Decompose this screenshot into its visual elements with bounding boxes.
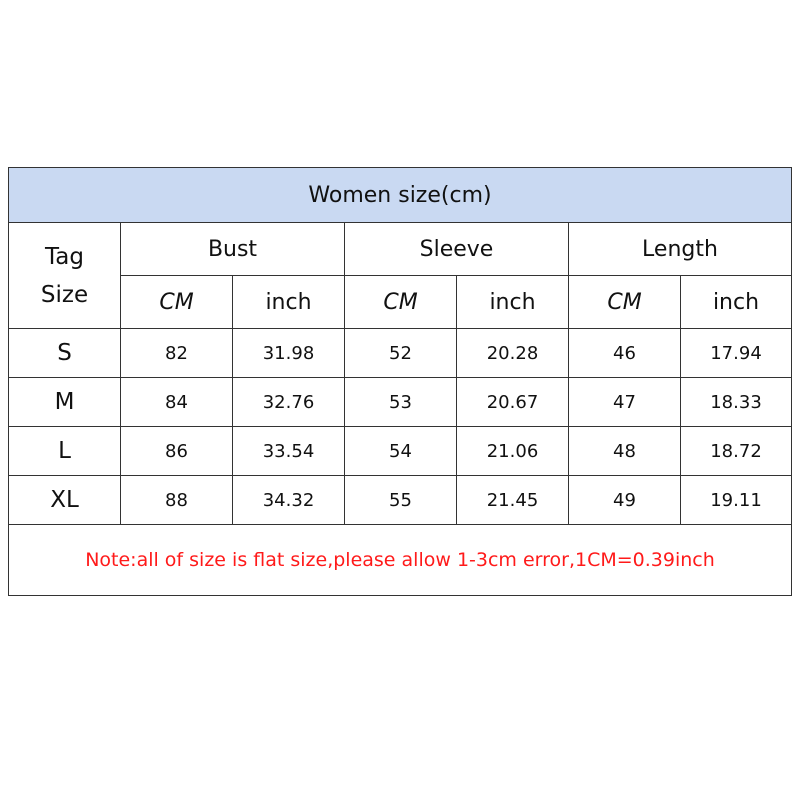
note-row (9, 525, 792, 596)
size-label: M (9, 378, 121, 427)
bust-cm-value: 82 (121, 329, 233, 378)
sleeve-inch-value: 20.67 (457, 378, 569, 427)
sleeve-cm-value: 53 (345, 378, 457, 427)
bust-cm-value: 84 (121, 378, 233, 427)
length-cm-value: 49 (569, 476, 681, 525)
size-chart (8, 167, 791, 596)
bust-inch-value: 32.76 (233, 378, 345, 427)
title-row (9, 168, 792, 223)
bust-inch-value: 34.32 (233, 476, 345, 525)
table-row (9, 329, 792, 378)
length-cm-value: 47 (569, 378, 681, 427)
size-label: XL (9, 476, 121, 525)
sleeve-cm-value: 55 (345, 476, 457, 525)
table-row (9, 378, 792, 427)
tag-size-header-line1: Tag (45, 243, 84, 270)
bust-inch-value: 31.98 (233, 329, 345, 378)
length-cm-value: 46 (569, 329, 681, 378)
sleeve-cm-value: 52 (345, 329, 457, 378)
unit-header-sleeve-inch: inch (457, 276, 569, 329)
tag-size-header-line2: Size (40, 281, 89, 308)
size-note: Note:all of size is flat size,please allow 1-3cm error,1CM=0.39inch (9, 525, 792, 596)
group-header-length: Length (569, 223, 792, 276)
unit-header-length-inch: inch (681, 276, 792, 329)
table-row (9, 427, 792, 476)
unit-header-bust-cm: CM (121, 276, 233, 329)
length-cm-value: 48 (569, 427, 681, 476)
table-row (9, 476, 792, 525)
sleeve-inch-value: 21.06 (457, 427, 569, 476)
length-inch-value: 19.11 (681, 476, 792, 525)
group-header-sleeve: Sleeve (345, 223, 569, 276)
bust-cm-value: 88 (121, 476, 233, 525)
bust-inch-value: 33.54 (233, 427, 345, 476)
bust-cm-value: 86 (121, 427, 233, 476)
sleeve-inch-value: 21.45 (457, 476, 569, 525)
size-label: L (9, 427, 121, 476)
length-inch-value: 18.72 (681, 427, 792, 476)
length-inch-value: 18.33 (681, 378, 792, 427)
unit-header-row (9, 276, 792, 329)
unit-header-sleeve-cm: CM (345, 276, 457, 329)
unit-header-bust-inch: inch (233, 276, 345, 329)
size-table (8, 167, 792, 596)
size-label: S (9, 329, 121, 378)
sleeve-cm-value: 54 (345, 427, 457, 476)
tag-size-header (9, 223, 121, 329)
sleeve-inch-value: 20.28 (457, 329, 569, 378)
length-inch-value: 17.94 (681, 329, 792, 378)
table-title: Women size(cm) (9, 168, 792, 223)
unit-header-length-cm: CM (569, 276, 681, 329)
group-header-row (9, 223, 792, 276)
group-header-bust: Bust (121, 223, 345, 276)
